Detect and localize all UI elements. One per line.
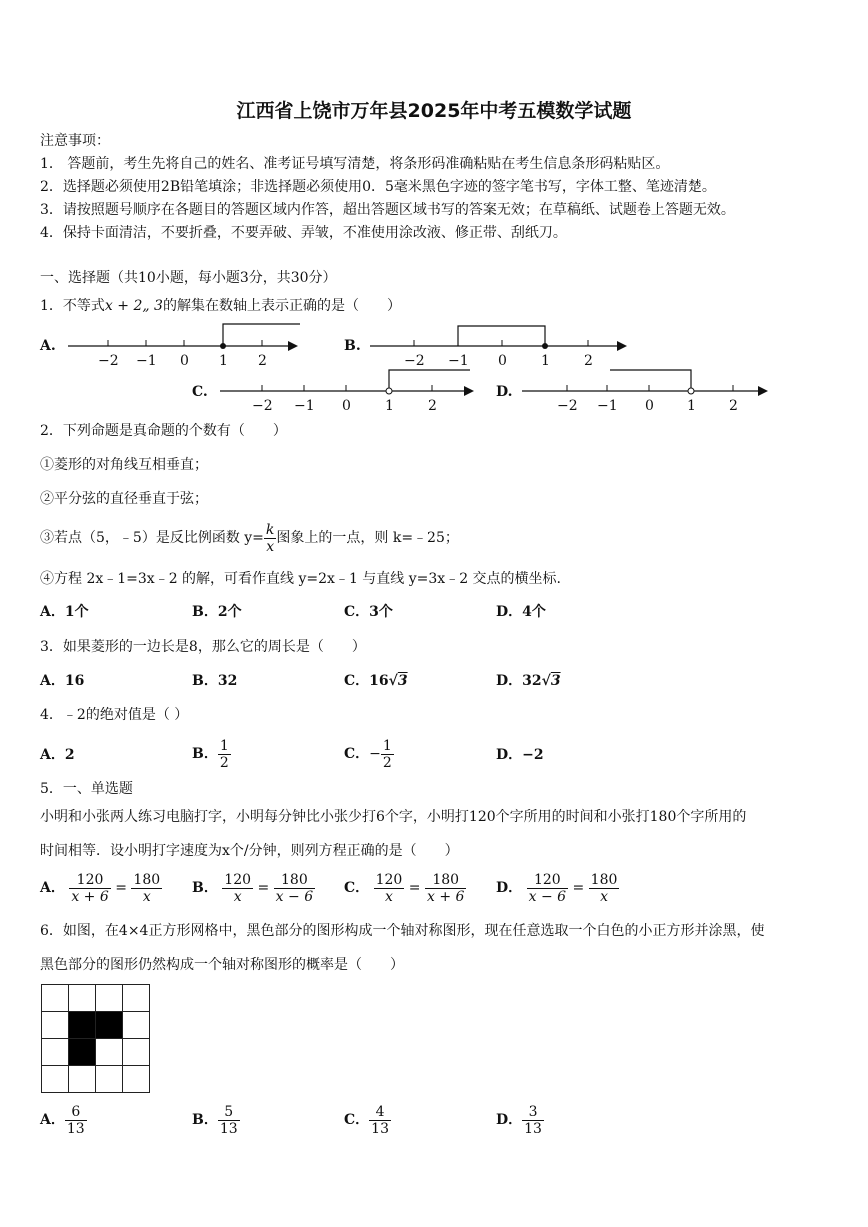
notice-item-4: 4．保持卡面清洁，不要折叠，不要弄破、弄皱，不准使用涂改液、修正带、刮纸刀。 (40, 225, 567, 241)
svg-text:2: 2 (729, 398, 738, 414)
q1-ticks-d (557, 385, 738, 414)
q6-option-a: A． $\frac{6}{13}$ (40, 1103, 85, 1137)
q6-option-c: C． $\frac{4}{13}$ (344, 1103, 389, 1137)
q4-option-c: C．− $\frac{1}{2}$ (344, 737, 392, 771)
q2-option-b: B．2个 (192, 604, 242, 620)
svg-text:2: 2 (584, 353, 593, 369)
q2-option-d: D．4个 (496, 604, 546, 620)
section-heading: 一、选择题（共10小题，每小题3分，共30分） (40, 270, 337, 286)
q3-option-b: B．32 (192, 673, 238, 689)
q2-statement-2: ②平分弦的直径垂直于弦； (40, 491, 208, 507)
svg-text:1: 1 (541, 353, 550, 369)
svg-text:−2: −2 (557, 398, 578, 414)
svg-text:−2: −2 (252, 398, 273, 414)
q5-option-b: B． $\frac{120}{x}$ = $\frac{180}{x - 6}$ (192, 871, 314, 905)
q1-point-a (220, 343, 226, 349)
svg-text:0: 0 (180, 353, 189, 369)
q5-line-2: 时间相等．设小明打字速度为x个/分钟，则列方程正确的是（ ） (40, 843, 459, 859)
svg-text:0: 0 (342, 398, 351, 414)
q1-label-d: D. (496, 384, 513, 400)
svg-text:−1: −1 (448, 353, 469, 369)
q1-label-b: B. (344, 338, 361, 354)
q4-option-d: D．−2 (496, 747, 544, 763)
svg-text:2: 2 (258, 353, 267, 369)
q1-point-d (688, 388, 694, 394)
q2-statement-4: ④方程 2x﹣1=3x﹣2 的解，可看作直线 y=2x﹣1 与直线 y=3x﹣2 交点的横坐标. (40, 571, 561, 587)
q1-label-a: A. (40, 338, 56, 354)
q5-option-c: C． $\frac{120}{x}$ = $\frac{180}{x + 6}$ (344, 871, 465, 905)
q2-stem: 2．下列命题是真命题的个数有（ ） (40, 423, 287, 439)
svg-text:0: 0 (645, 398, 654, 414)
svg-text:1: 1 (385, 398, 394, 414)
q2-option-a: A．1个 (40, 604, 89, 620)
svg-text:−2: −2 (98, 353, 119, 369)
q1-point-b (542, 343, 548, 349)
q4-stem: 4．﹣2的绝对值是（ ） (40, 707, 189, 723)
svg-text:−2: −2 (404, 353, 425, 369)
svg-text:1: 1 (219, 353, 228, 369)
q5-option-a: A． $\frac{120}{x + 6}$ = $\frac{180}{x}$ (40, 871, 161, 905)
svg-text:2: 2 (428, 398, 437, 414)
q4-option-a: A．2 (40, 747, 75, 763)
q1-label-c: C. (192, 384, 208, 400)
q6-option-d: D． $\frac{3}{13}$ (496, 1103, 542, 1137)
q4-option-b: B． $\frac{1}{2}$ (192, 737, 229, 771)
q6-line-2: 黑色部分的图形仍然构成一个轴对称图形的概率是（ ） (40, 957, 404, 973)
svg-text:0: 0 (498, 353, 507, 369)
svg-text:1: 1 (687, 398, 696, 414)
q5-option-d: D． $\frac{120}{x - 6}$ = $\frac{180}{x}$ (496, 871, 618, 905)
q1-ticks-a (98, 340, 267, 369)
q3-stem: 3．如果菱形的一边长是8，那么它的周长是（ ） (40, 639, 366, 655)
q2-statement-1: ①菱形的对角线互相垂直； (40, 457, 208, 473)
q3-option-a: A．16 (40, 673, 85, 689)
q6-option-b: B． $\frac{5}{13}$ (192, 1103, 238, 1137)
notice-item-3: 3．请按照题号顺序在各题目的答题区域内作答，超出答题区域书写的答案无效；在草稿纸、试题卷上答题无效。 (40, 202, 735, 218)
q1-ticks-b (404, 340, 593, 369)
svg-text:−1: −1 (136, 353, 157, 369)
q3-option-c: C．16√3 (344, 673, 408, 689)
q1-number-lines (0, 318, 868, 418)
notice-item-2: 2．选择题必须使用2B铅笔填涂；非选择题必须使用0．5毫米黑色字迹的签字笔书写，字体工整、笔迹清楚。 (40, 179, 716, 195)
q1-stem: 1．不等式x + 2„ 3的解集在数轴上表示正确的是（ ） (40, 298, 401, 314)
q5-line-1: 小明和小张两人练习电脑打字，小明每分钟比小张少打6个字，小明打120个字所用的时间和小张打180个字所用的 (40, 809, 747, 825)
q3-option-d: D．32√3 (496, 673, 561, 689)
notice-item-1: 1． 答题前，考生先将自己的姓名、准考证号填写清楚，将条形码准确粘贴在考生信息条形码粘贴区。 (40, 156, 670, 172)
notice-heading: 注意事项： (40, 133, 110, 149)
svg-text:−1: −1 (597, 398, 618, 414)
q6-line-1: 6．如图，在4×4正方形网格中，黑色部分的图形构成一个轴对称图形，现在任意选取一个白色的小正方形并涂黑，使 (40, 923, 765, 939)
q2-statement-3: ③若点（5，﹣5）是反比例函数 y= $\frac{k}{x}$ 图象上的一点，则 k=﹣25； (40, 521, 459, 555)
q5-stem: 5．一、单选题 (40, 781, 133, 797)
page-title: 江西省上饶市万年县2025年中考五模数学试题 (236, 100, 632, 122)
svg-text:−1: −1 (294, 398, 315, 414)
q1-point-c (386, 388, 392, 394)
q1-ticks-c (252, 385, 437, 414)
q2-option-c: C．3个 (344, 604, 393, 620)
q6-grid-figure (41, 984, 150, 1093)
